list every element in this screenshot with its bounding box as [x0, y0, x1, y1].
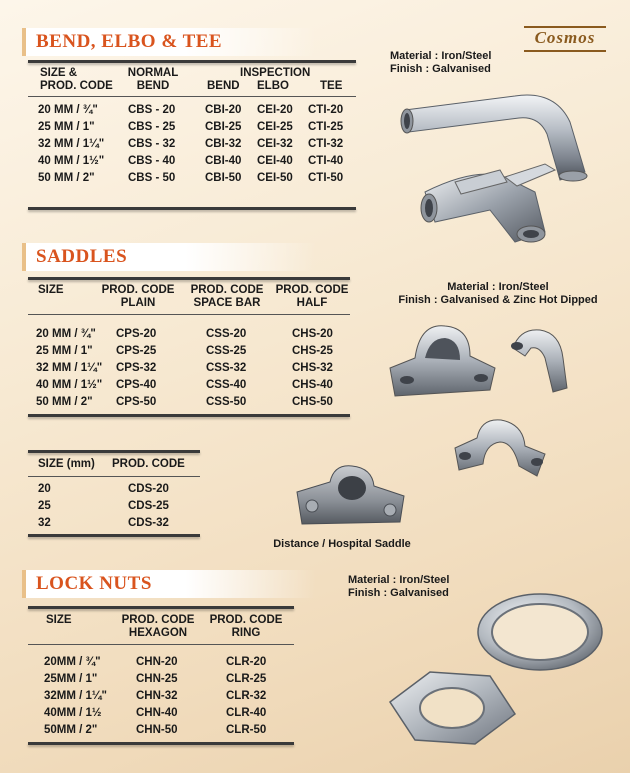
table-cell: CPS-40 [116, 379, 157, 391]
table-cell: 32 MM / 1¼" [36, 362, 103, 374]
table-cell: 40MM / 1½ [44, 707, 102, 719]
distance-header-size: SIZE (mm) [38, 458, 95, 470]
text-line: PROD. CODE [40, 80, 113, 92]
text-line: Material : Iron/Steel [447, 281, 549, 293]
text-line: HALF [296, 297, 328, 309]
saddles-material-caption [378, 281, 618, 307]
table-cell: CEI-50 [257, 172, 293, 184]
table-cell: CHN-20 [136, 656, 178, 668]
text-line: HEXAGON [128, 627, 188, 639]
table-cell: CTI-50 [308, 172, 344, 184]
table-cell: 25 MM / 1" [38, 121, 95, 133]
table-cell: CHS-20 [292, 328, 333, 340]
table-cell: CPS-32 [116, 362, 157, 374]
table-cell: 20 [38, 483, 51, 495]
table-cell: CPS-50 [116, 396, 157, 408]
table-cell: CSS-50 [206, 396, 247, 408]
distance-table-top-rule [28, 450, 200, 453]
text-line: RING [231, 627, 261, 639]
text-line: Finish : Galvanised [348, 587, 449, 599]
table-cell: CBS - 40 [128, 155, 176, 167]
table-cell: CBI-20 [205, 104, 242, 116]
table-cell: CLR-32 [226, 690, 267, 702]
table-cell: 20 MM / ¾" [36, 328, 96, 340]
saddles-header-plain [96, 284, 180, 310]
saddles-header-spacebar [184, 284, 270, 310]
text-line: Material : Iron/Steel [348, 574, 450, 586]
table-cell: CTI-20 [308, 104, 344, 116]
locknuts-table-bottom-rule [28, 742, 294, 745]
bend-header-size [40, 67, 113, 93]
bend-header-bend: BEND [207, 80, 240, 92]
table-cell: 32 [38, 517, 51, 529]
table-cell: CPS-20 [116, 328, 157, 340]
bend-pipe-image [395, 82, 625, 252]
table-cell: CLR-25 [226, 673, 267, 685]
table-cell: 32 MM / 1¼" [38, 138, 105, 150]
text-line: Material : Iron/Steel [390, 50, 492, 62]
table-cell: CLR-20 [226, 656, 267, 668]
table-cell: 25 MM / 1" [36, 345, 93, 357]
table-cell: 32MM / 1¼" [44, 690, 107, 702]
table-cell: 50MM / 2" [44, 724, 98, 736]
locknuts-header-size: SIZE [46, 614, 72, 626]
table-cell: CHN-50 [136, 724, 178, 736]
table-cell: CDS-20 [128, 483, 169, 495]
bend-table-top-rule [28, 60, 356, 63]
table-cell: CTI-40 [308, 155, 344, 167]
table-cell: CTI-32 [308, 138, 344, 150]
text-line: PROD. CODE [190, 284, 264, 296]
bend-header-normal [122, 67, 184, 93]
table-cell: 25MM / 1" [44, 673, 98, 685]
locknut-images [380, 592, 620, 767]
table-cell: CBI-32 [205, 138, 242, 150]
text-line: NORMAL [127, 67, 179, 79]
table-cell: CTI-25 [308, 121, 344, 133]
text-line: SIZE & [40, 67, 78, 79]
locknuts-header-hexagon [116, 614, 200, 640]
locknuts-section-title: LOCK NUTS [22, 570, 316, 598]
saddles-table-bottom-rule [28, 414, 350, 417]
table-cell: 20MM / ¾" [44, 656, 101, 668]
distance-header-code: PROD. CODE [112, 458, 185, 470]
table-cell: CLR-50 [226, 724, 267, 736]
distance-saddle-image [292, 462, 412, 532]
table-cell: CDS-32 [128, 517, 169, 529]
table-cell: CBI-40 [205, 155, 242, 167]
bend-header-tee: TEE [320, 80, 343, 92]
table-cell: CBI-50 [205, 172, 242, 184]
locknuts-header-ring [204, 614, 288, 640]
text-line: PROD. CODE [121, 614, 195, 626]
table-cell: CBI-25 [205, 121, 242, 133]
saddle-images [385, 318, 625, 508]
table-cell: CLR-40 [226, 707, 267, 719]
table-cell: CBS - 50 [128, 172, 176, 184]
text-line: BEND [136, 80, 170, 92]
bend-header-inspection: INSPECTION [240, 67, 311, 79]
table-cell: CSS-20 [206, 328, 247, 340]
text-line: PLAIN [120, 297, 156, 309]
table-cell: CBS - 20 [128, 104, 176, 116]
table-cell: CBS - 25 [128, 121, 176, 133]
locknuts-table-top-rule [28, 606, 294, 609]
text-line: Finish : Galvanised & Zinc Hot Dipped [398, 294, 598, 306]
table-cell: 25 [38, 500, 51, 512]
table-cell: CEI-40 [257, 155, 293, 167]
bend-header-elbo: ELBO [257, 80, 289, 92]
bend-material-caption [390, 50, 530, 76]
distance-header-rule [28, 476, 200, 477]
text-line: PROD. CODE [275, 284, 349, 296]
table-cell: CHS-50 [292, 396, 333, 408]
table-cell: CHS-40 [292, 379, 333, 391]
saddles-header-size: SIZE [38, 284, 64, 296]
text-line: Finish : Galvanised [390, 63, 491, 75]
table-cell: CHS-25 [292, 345, 333, 357]
text-line: PROD. CODE [209, 614, 283, 626]
table-cell: CEI-25 [257, 121, 293, 133]
table-cell: 40 MM / 1½" [36, 379, 103, 391]
table-cell: 50 MM / 2" [36, 396, 93, 408]
table-cell: CHN-25 [136, 673, 178, 685]
text-line: SPACE BAR [193, 297, 261, 309]
locknuts-header-rule [28, 644, 294, 645]
table-cell: CPS-25 [116, 345, 157, 357]
distance-saddle-caption: Distance / Hospital Saddle [273, 538, 411, 550]
table-cell: CSS-40 [206, 379, 247, 391]
bend-section-title: BEND, ELBO & TEE [22, 28, 316, 56]
brand-logo [524, 26, 606, 52]
table-cell: 40 MM / 1½" [38, 155, 105, 167]
saddles-section-title: SADDLES [22, 243, 316, 271]
distance-table-bottom-rule [28, 534, 200, 537]
saddles-table-top-rule [28, 277, 350, 280]
bend-table-bottom-rule [28, 207, 356, 210]
table-cell: CSS-32 [206, 362, 247, 374]
table-cell: CHN-40 [136, 707, 178, 719]
table-cell: CHS-32 [292, 362, 333, 374]
saddles-header-rule [28, 314, 350, 315]
table-cell: CEI-32 [257, 138, 293, 150]
table-cell: CBS - 32 [128, 138, 176, 150]
table-cell: CDS-25 [128, 500, 169, 512]
table-cell: 50 MM / 2" [38, 172, 95, 184]
text-line: PROD. CODE [101, 284, 175, 296]
brand-logo-text: Cosmos [534, 28, 596, 47]
table-cell: CHN-32 [136, 690, 178, 702]
table-cell: 20 MM / ¾" [38, 104, 98, 116]
table-cell: CEI-20 [257, 104, 293, 116]
bend-header-rule [28, 96, 356, 97]
table-cell: CSS-25 [206, 345, 247, 357]
saddles-header-half [270, 284, 354, 310]
